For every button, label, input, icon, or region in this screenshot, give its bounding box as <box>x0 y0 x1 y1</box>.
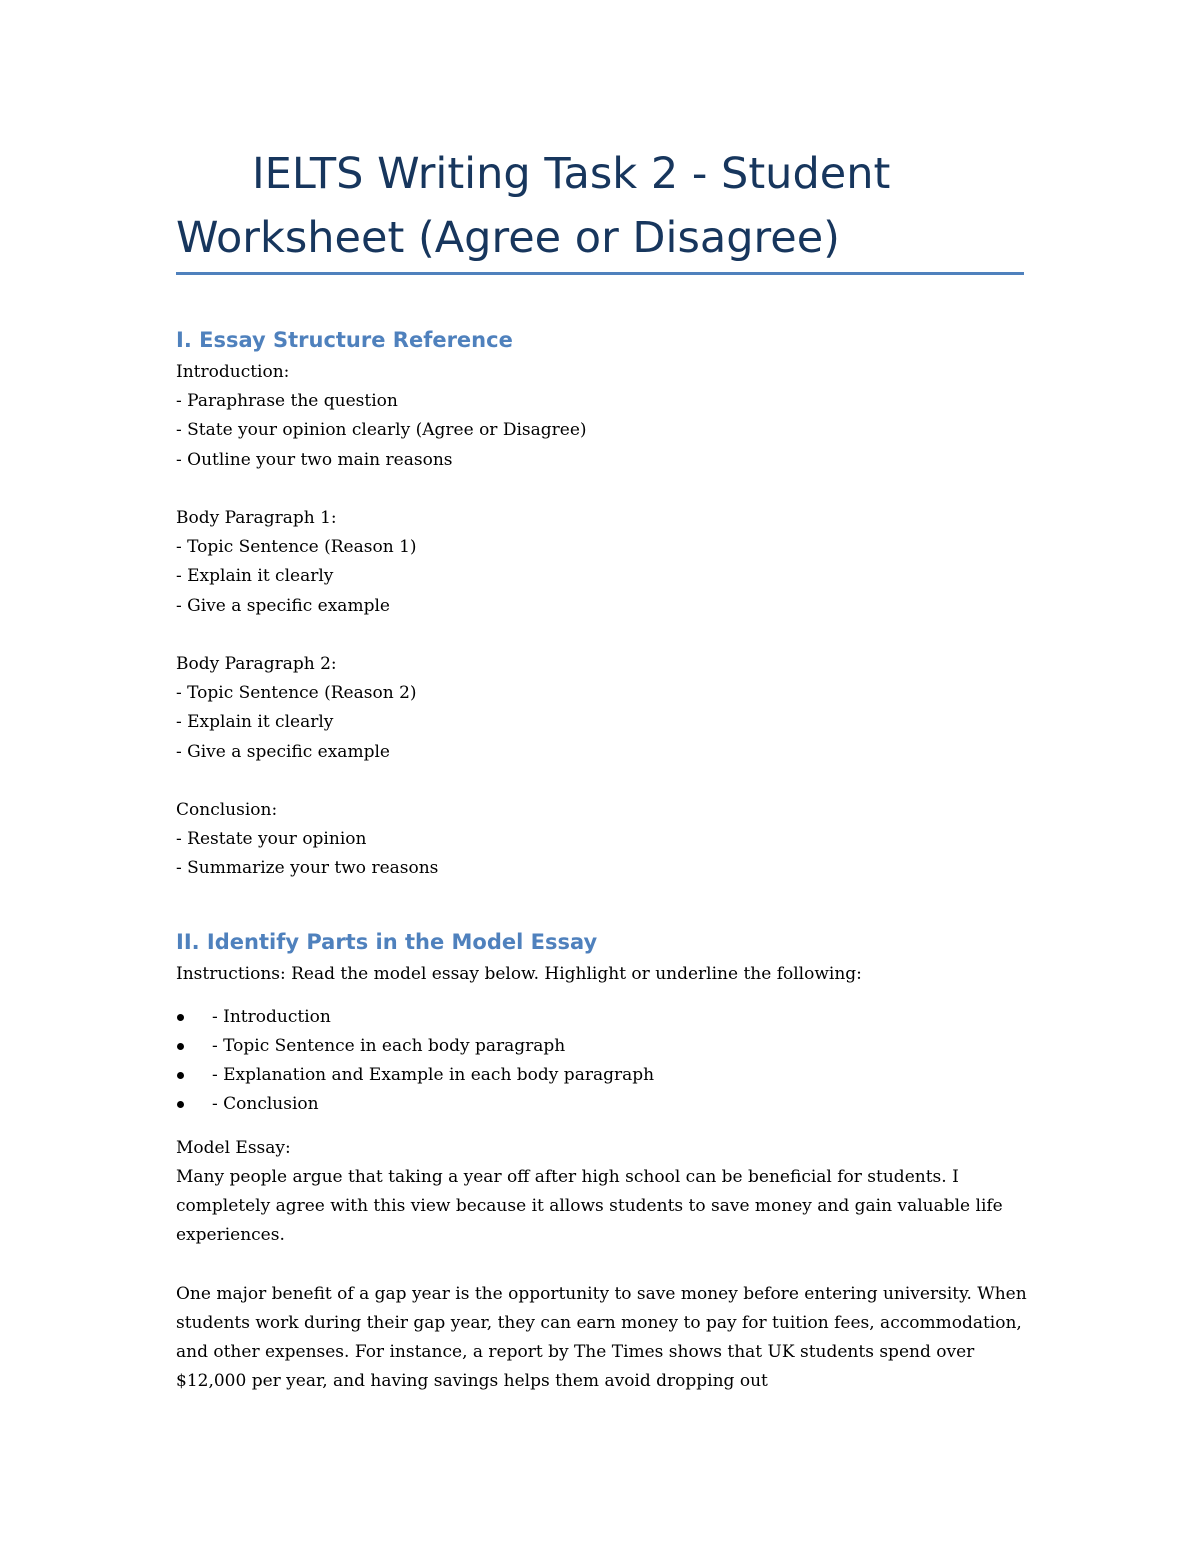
list-item <box>176 1090 1036 1119</box>
list-item: - Explain it clearly <box>176 712 334 733</box>
bullet-icon <box>177 1014 184 1021</box>
document-body <box>176 322 1036 1396</box>
bullet-icon <box>177 1101 184 1108</box>
group-label: Introduction: <box>176 362 290 382</box>
list-item-text: - Conclusion <box>212 1094 319 1115</box>
title-underline <box>176 272 1024 275</box>
instructions-text: Instructions: Read the model essay below. Highlight or underline the following: <box>176 963 862 984</box>
list-item: - Give a specific example <box>176 595 390 616</box>
title-line-1: IELTS Writing Task 2 - Student <box>252 149 891 199</box>
structure-body-paragraph-1 <box>176 504 1036 621</box>
spacer <box>176 621 1036 650</box>
list-item <box>176 1032 1036 1061</box>
bullet-icon <box>177 1072 184 1079</box>
spacer <box>176 767 1036 796</box>
title-line-2: Worksheet (Agree or Disagree) <box>176 213 840 263</box>
document-title <box>176 142 1026 270</box>
list-item-text: - Explanation and Example in each body paragraph <box>212 1065 655 1086</box>
list-item: - Topic Sentence (Reason 1) <box>176 537 417 558</box>
bullet-icon <box>177 1043 184 1050</box>
group-label: Conclusion: <box>176 800 278 820</box>
model-essay-label: Model Essay: <box>176 1137 291 1158</box>
spacer <box>176 475 1036 504</box>
model-essay-paragraph-2: One major benefit of a gap year is the opportunity to save money before entering university. When students work during their gap year, they can earn money to pay for tuition fees, accommodation, and other expenses. For instance, a report by The Times shows that UK students spend over $12,000 per year, and having savings helps them avoid dropping out <box>176 1283 1027 1392</box>
section-2-heading: II. Identify Parts in the Model Essay <box>176 929 598 954</box>
structure-body-paragraph-2 <box>176 650 1036 767</box>
list-item: - State your opinion clearly (Agree or Disagree) <box>176 420 587 441</box>
list-item-text: - Topic Sentence in each body paragraph <box>212 1036 566 1057</box>
list-item <box>176 1003 1036 1032</box>
list-item: - Explain it clearly <box>176 566 334 587</box>
spacer <box>176 1250 1036 1279</box>
list-item: - Summarize your two reasons <box>176 858 439 879</box>
section-1-heading: I. Essay Structure Reference <box>176 328 513 352</box>
group-label: Body Paragraph 1: <box>176 508 337 528</box>
list-item-text: - Introduction <box>212 1006 331 1027</box>
list-item: - Give a specific example <box>176 741 390 762</box>
list-item: - Paraphrase the question <box>176 391 398 412</box>
structure-conclusion <box>176 796 1036 884</box>
list-item: - Restate your opinion <box>176 829 367 850</box>
highlight-checklist <box>176 1003 1036 1120</box>
list-item <box>176 1061 1036 1090</box>
list-item: - Outline your two main reasons <box>176 449 453 470</box>
group-label: Body Paragraph 2: <box>176 654 337 674</box>
list-item: - Topic Sentence (Reason 2) <box>176 683 417 704</box>
structure-introduction <box>176 358 1036 475</box>
model-essay-paragraph-1: Many people argue that taking a year off after high school can be beneficial for students. I completely agree with this view because it allows students to save money and gain valuable life experiences. <box>176 1166 1003 1246</box>
